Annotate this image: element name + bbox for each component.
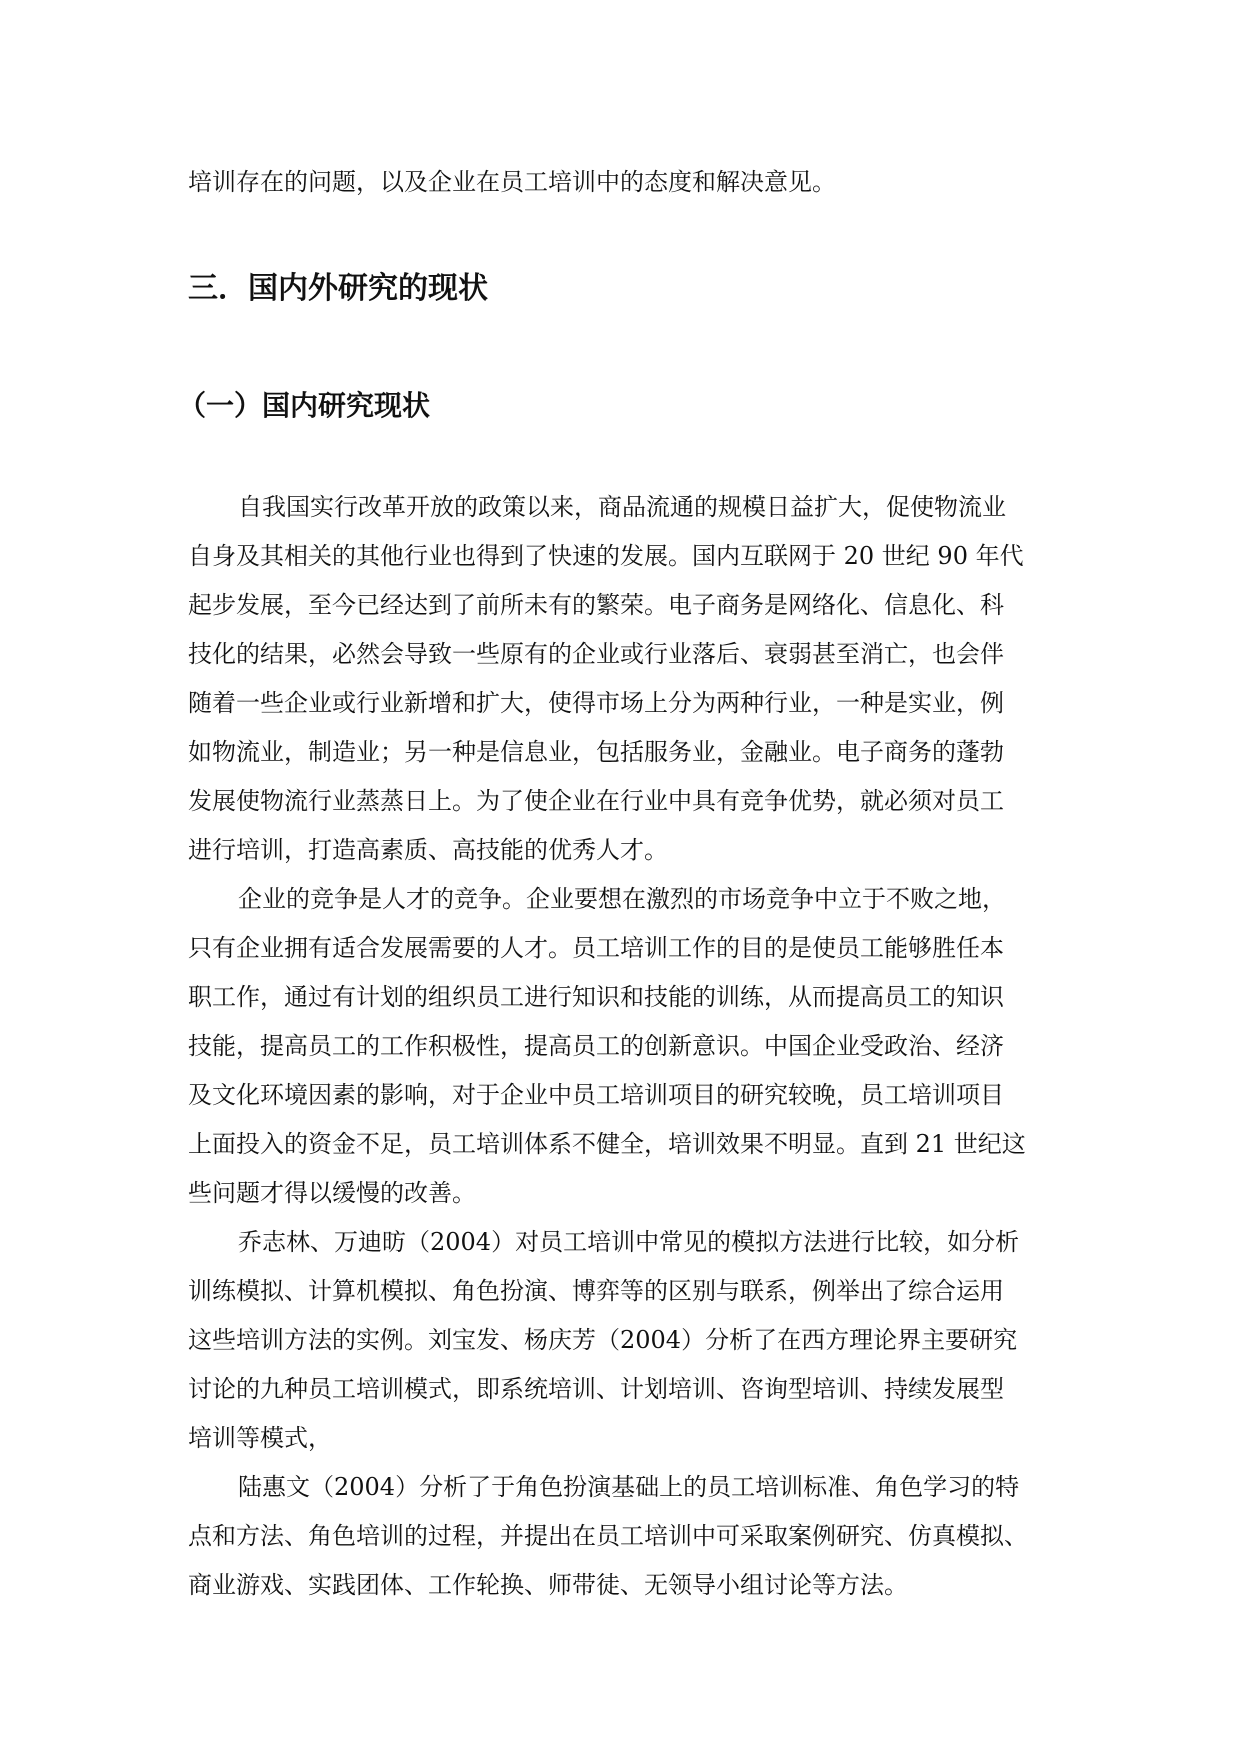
- paragraph-line: 随着一些企业或行业新增和扩大，使得市场上分为两种行业，一种是实业，例: [188, 689, 1004, 717]
- paragraph-line: 点和方法、角色培训的过程，并提出在员工培训中可采取案例研究、仿真模拟、: [188, 1522, 1028, 1550]
- paragraph: [188, 1463, 1068, 1610]
- subsection-title: （一）国内研究现状: [178, 389, 431, 422]
- paragraph-line: 进行培训，打造高素质、高技能的优秀人才。: [188, 836, 668, 864]
- paragraph-line: 及文化环境因素的影响，对于企业中员工培训项目的研究较晚，员工培训项目: [188, 1081, 1004, 1109]
- paragraph: [188, 1218, 1068, 1463]
- paragraph-line: 技化的结果，必然会导致一些原有的企业或行业落后、衰弱甚至消亡，也会伴: [188, 640, 1004, 668]
- paragraph-line: 训练模拟、计算机模拟、角色扮演、博弈等的区别与联系，例举出了综合运用: [188, 1277, 1004, 1305]
- paragraph-line: 培训等模式，: [188, 1424, 332, 1452]
- paragraph-line: 乔志林、万迪昉（2004）对员工培训中常见的模拟方法进行比较，如分析: [238, 1228, 1020, 1256]
- paragraph-line: 陆惠文（2004）分析了于角色扮演基础上的员工培训标准、角色学习的特: [238, 1473, 1020, 1501]
- intro-line: 培训存在的问题，以及企业在员工培训中的态度和解决意见。: [188, 168, 836, 196]
- paragraph-line: 些问题才得以缓慢的改善。: [188, 1179, 476, 1207]
- paragraph-line: 技能，提高员工的工作积极性，提高员工的创新意识。中国企业受政治、经济: [188, 1032, 1004, 1060]
- paragraph-line: 自我国实行改革开放的政策以来，商品流通的规模日益扩大，促使物流业: [238, 493, 1006, 521]
- paragraph-line: 商业游戏、实践团体、工作轮换、师带徒、无领导小组讨论等方法。: [188, 1571, 908, 1599]
- paragraph-line: 如物流业，制造业；另一种是信息业，包括服务业，金融业。电子商务的蓬勃: [188, 738, 1004, 766]
- paragraph-line: 上面投入的资金不足，员工培训体系不健全，培训效果不明显。直到 21 世纪这: [188, 1130, 1026, 1158]
- paragraph-line: 职工作，通过有计划的组织员工进行知识和技能的训练，从而提高员工的知识: [188, 983, 1004, 1011]
- section-title: 三．国内外研究的现状: [188, 271, 488, 306]
- paragraph-line: 发展使物流行业蒸蒸日上。为了使企业在行业中具有竞争优势，就必须对员工: [188, 787, 1004, 815]
- body-text: [188, 483, 1068, 1610]
- page-content: [178, 158, 1068, 1610]
- paragraph-line: 只有企业拥有适合发展需要的人才。员工培训工作的目的是使员工能够胜任本: [188, 934, 1004, 962]
- paragraph-line: 自身及其相关的其他行业也得到了快速的发展。国内互联网于 20 世纪 90 年代: [188, 542, 1024, 570]
- paragraph: [188, 483, 1068, 875]
- paragraph-line: 这些培训方法的实例。刘宝发、杨庆芳（2004）分析了在西方理论界主要研究: [188, 1326, 1018, 1354]
- paragraph: [188, 875, 1068, 1218]
- paragraph-line: 讨论的九种员工培训模式，即系统培训、计划培训、咨询型培训、持续发展型: [188, 1375, 1004, 1403]
- paragraph-line: 起步发展，至今已经达到了前所未有的繁荣。电子商务是网络化、信息化、科: [188, 591, 1004, 619]
- paragraph-line: 企业的竞争是人才的竞争。企业要想在激烈的市场竞争中立于不败之地，: [238, 885, 1006, 913]
